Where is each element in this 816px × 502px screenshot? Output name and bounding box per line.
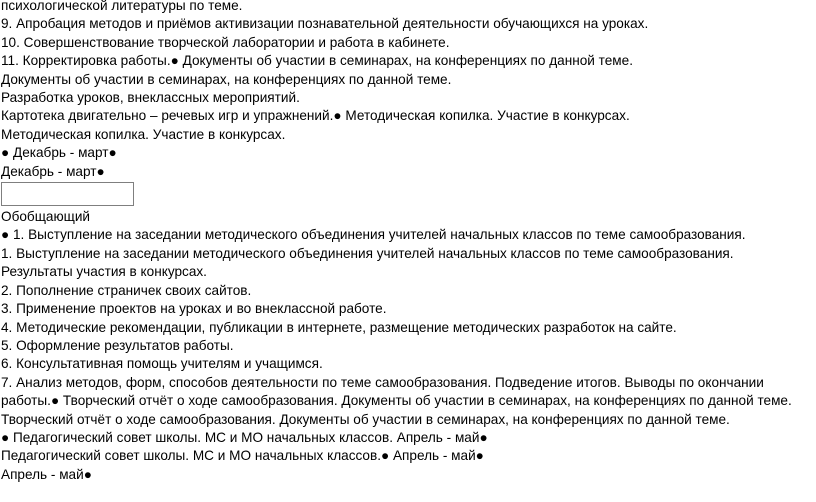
text-line-seminar-docs: Документы об участии в семинарах, на конференциях по данной теме.	[1, 71, 452, 87]
text-line-item-2: 2. Пополнение страничек своих сайтов.	[1, 282, 252, 298]
empty-table-cell	[1, 182, 134, 206]
text-line-item-3: 3. Применение проектов на уроках и во внеклассной работе.	[1, 301, 387, 317]
text-line-generalizing: Обобщающий	[1, 209, 91, 225]
text-line-card-index: Картотека двигательно – речевых игр и упражнений.● Методическая копилка. Участие в конкурсах.	[1, 108, 630, 124]
text-line-december-march: Декабрь - март●	[1, 163, 105, 179]
text-line-literature: психологической литературы по теме.	[1, 0, 243, 13]
text-line-december-march-bullet: ● Декабрь - март●	[1, 145, 117, 161]
text-line-item-4: 4. Методические рекомендации, публикации в интернете, размещение методических разработок на сайте.	[1, 319, 677, 335]
text-line-item-9: 9. Апробация методов и приёмов активизации познавательной деятельности обучающихся на уроках.	[1, 16, 649, 32]
text-line-item-7: 7. Анализ методов, форм, способов деятельности по теме самообразования. Подведение итогов. Выводы по окончании работы.● Творческий отчёт о ходе самообразования. Документы об участии в семинарах, на конференциях по данной теме.	[1, 374, 792, 409]
text-line-item-5: 5. Оформление результатов работы.	[1, 337, 234, 353]
text-line-item-11: 11. Корректировка работы.● Документы об участии в семинарах, на конференциях по данной теме.	[1, 53, 633, 69]
text-line-pedagogical-council-bullet: ● Педагогический совет школы. МС и МО начальных классов. Апрель - май●	[1, 429, 488, 445]
text-line-creative-report: Творческий отчёт о ходе самообразования. Документы об участии в семинарах, на конференциях по данной теме.	[1, 411, 730, 427]
text-line-april-may: Апрель - май●	[1, 466, 92, 482]
text-line-speech: 1. Выступление на заседании методического объединения учителей начальных классов по теме самообразования.	[1, 245, 734, 261]
text-line-speech-bullet: ● 1. Выступление на заседании методического объединения учителей начальных классов по теме самообразования.	[1, 227, 746, 243]
text-line-item-10: 10. Совершенствование творческой лаборатории и работа в кабинете.	[1, 34, 450, 50]
text-line-pedagogical-council: Педагогический совет школы. МС и МО начальных классов.● Апрель - май●	[1, 448, 484, 464]
document-body	[1, 0, 813, 484]
text-line-method-collection: Методическая копилка. Участие в конкурсах.	[1, 126, 286, 142]
text-line-contest-results: Результаты участия в конкурсах.	[1, 264, 207, 280]
text-line-lesson-development: Разработка уроков, внеклассных мероприятий.	[1, 90, 300, 106]
text-line-item-6: 6. Консультативная помощь учителям и учащимся.	[1, 356, 323, 372]
